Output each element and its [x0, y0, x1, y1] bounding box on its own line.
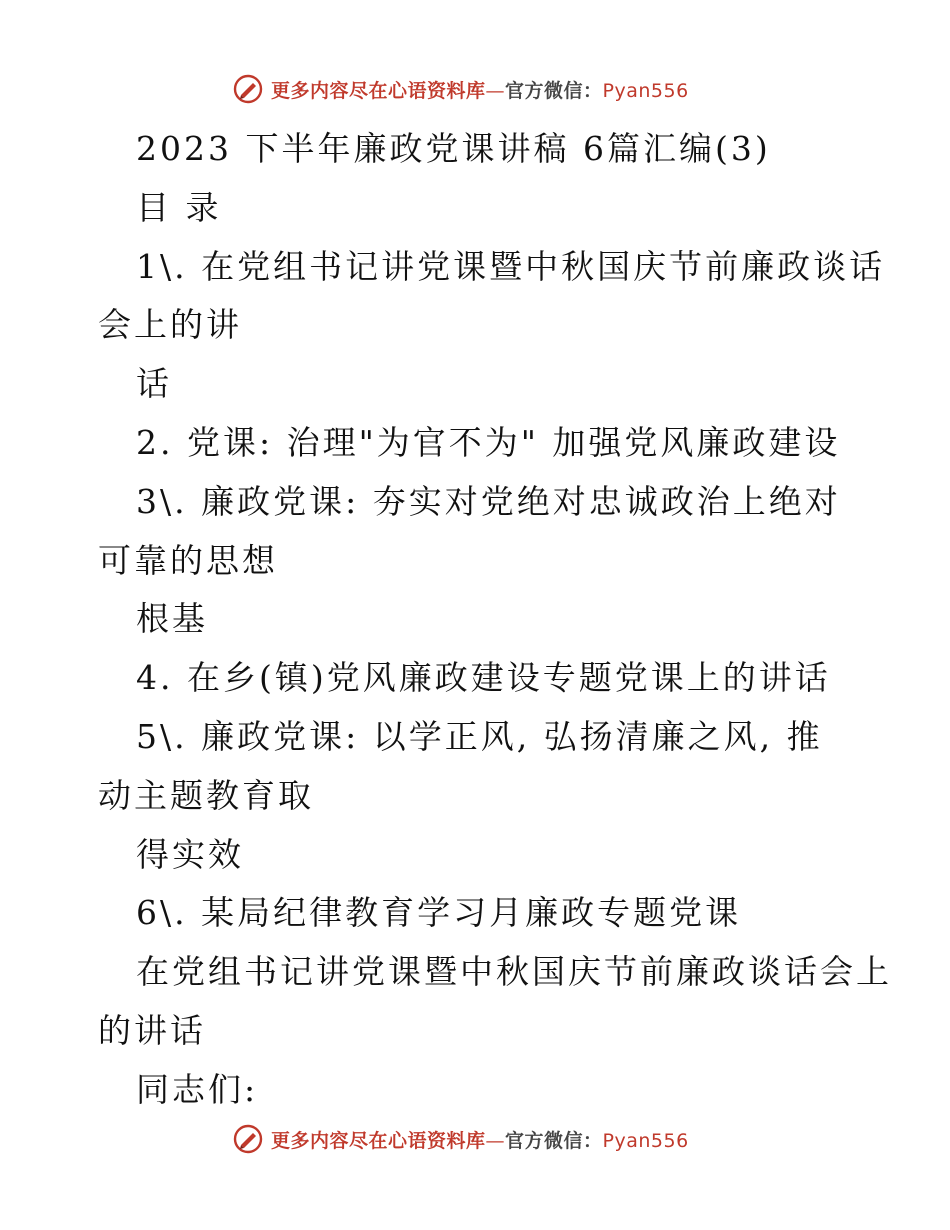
watermark-header [233, 72, 733, 106]
toc-item-6: 6\. 某局纪律教育学习月廉政专题党课 [136, 893, 742, 933]
toc-item-5: 5\. 廉政党课: 以学正风, 弘扬清廉之风, 推 [136, 716, 823, 756]
toc-item-3-cont2: 根基 [136, 599, 208, 639]
toc-item-1-cont2: 话 [136, 364, 172, 404]
watermark-label: 官方微信： [505, 79, 603, 102]
watermark-label: 官方微信： [505, 1129, 603, 1152]
toc-heading: 目 录 [136, 187, 222, 227]
watermark-dash: — [485, 1129, 506, 1152]
watermark-footer [233, 1122, 733, 1156]
watermark-id: Pyan556 [602, 1129, 689, 1152]
toc-item-1-cont: 会上的讲 [98, 305, 242, 345]
toc-item-5-cont: 动主题教育取 [98, 775, 314, 815]
watermark-main: 更多内容尽在心语资料库 [271, 1129, 486, 1152]
toc-item-5-cont2: 得实效 [136, 834, 244, 874]
watermark-text [271, 76, 689, 103]
toc-item-1: 1\. 在党组书记讲党课暨中秋国庆节前廉政谈话 [136, 246, 886, 286]
salutation: 同志们: [136, 1069, 259, 1109]
pen-logo-icon [233, 74, 263, 104]
toc-item-4: 4. 在乡(镇)党风廉政建设专题党课上的讲话 [136, 658, 831, 698]
section-heading-cont: 的讲话 [98, 1010, 206, 1050]
document-title: 2023 下半年廉政党课讲稿 6篇汇编(3) [136, 129, 771, 168]
document-body [98, 120, 892, 1120]
watermark-main: 更多内容尽在心语资料库 [271, 79, 486, 102]
watermark-id: Pyan556 [602, 79, 689, 102]
toc-item-3: 3\. 廉政党课: 夯实对党绝对忠诚政治上绝对 [136, 481, 841, 521]
toc-item-3-cont: 可靠的思想 [98, 540, 278, 580]
pen-logo-icon [233, 1124, 263, 1154]
watermark-text [271, 1126, 689, 1153]
section-heading: 在党组书记讲党课暨中秋国庆节前廉政谈话会上 [136, 952, 892, 992]
watermark-dash: — [485, 79, 506, 102]
toc-item-2: 2. 党课: 治理"为官不为" 加强党风廉政建设 [136, 422, 841, 462]
